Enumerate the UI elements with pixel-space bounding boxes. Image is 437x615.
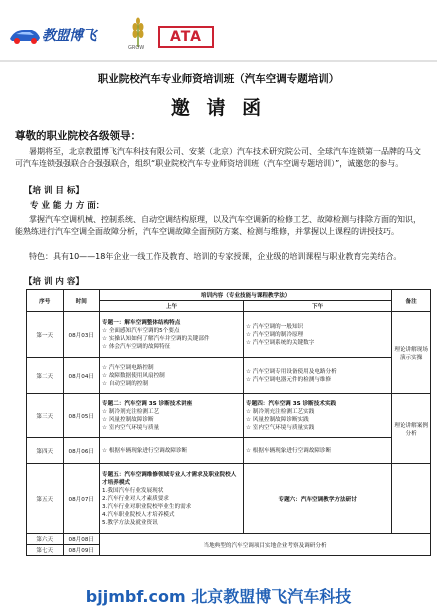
- section-goal-heading: 【培 训 目 标】: [24, 186, 84, 196]
- row-note: 理论讲解现场演示实操: [392, 312, 431, 394]
- doc-heading: 邀 请 函: [170, 97, 267, 119]
- am-item: ☆ 制冷剂充注检测工艺: [102, 408, 160, 415]
- pm-title: 专题四：汽车空调 3S 诊断技术实践: [246, 400, 337, 407]
- table-row: [27, 312, 431, 358]
- am-item: ☆ 室内空气环境与质量: [102, 424, 160, 431]
- header-bar: [0, 0, 437, 62]
- row-time: 08月06日: [63, 438, 100, 464]
- row-am: [100, 358, 244, 394]
- row-time: 08月07日: [63, 464, 100, 534]
- row-am: [100, 394, 244, 438]
- row-time: 08月09日: [63, 545, 100, 556]
- intro-paragraph: 暑期将至，北京教盟博飞汽车科技有限公司、安莱（北京）汽车技术研究院公司、全球汽车连锁第一品牌的马文可汽车连锁强强联合合强强联合，组织“职业院校汽车专业师资培训班（汽车空调专题培训）”，诚邀您的参与。: [15, 147, 421, 168]
- doc-title: 职业院校汽车专业师资培训班（汽车空调专题培训）: [97, 73, 340, 85]
- row-note: 理论讲解案例分析: [392, 394, 431, 464]
- row-am: [100, 438, 244, 464]
- row-time: 08月04日: [63, 358, 100, 394]
- row-pm: [244, 438, 392, 464]
- row-time: 08月08日: [63, 534, 100, 545]
- ata-logo: ATA: [158, 26, 214, 48]
- row-pm: [244, 394, 392, 438]
- am-item: ☆ 体会汽车空调的故障特征: [102, 343, 171, 350]
- am-item: ☆ 汽车空调电路控制: [102, 364, 154, 371]
- row-full: 当地典型的汽车空调项目实地企业考察及调研分析: [100, 534, 431, 556]
- row-time: 08月03日: [63, 312, 100, 358]
- pm-item: ☆ 汽车空调系统的关键数字: [246, 339, 315, 346]
- am-item: ☆ 根据车辆现象进行空调故障诊断: [102, 447, 188, 454]
- row-seq: 第六天: [27, 534, 64, 545]
- footer-banner: bjjmbf.com 北京教盟博飞汽车科技: [85, 587, 352, 606]
- logo-text: 教盟博飞: [42, 28, 96, 44]
- am-item: ☆ 故障数据使用风扇控制: [102, 372, 165, 379]
- pm-item: ☆ 制冷剂充注检测工艺实践: [246, 408, 315, 415]
- grow-label: GROW: [128, 45, 145, 51]
- row-pm: [244, 358, 392, 394]
- row-time: 08月05日: [63, 394, 100, 438]
- car-logo-icon: [8, 22, 42, 46]
- row-seq: 第四天: [27, 438, 64, 464]
- am-item: ☆ 实操认知如何了解汽车并空调的关键部件: [102, 335, 210, 342]
- subsection-ability-heading: 专 业 能 力 方 面：: [30, 201, 105, 211]
- wheat-logo-icon: [128, 17, 148, 47]
- am-item: 5.教学方法及就业资讯: [102, 519, 158, 526]
- row-pm: [244, 312, 392, 358]
- table-row: [27, 438, 431, 464]
- am-title: 专题一：解车空调整体结构特点: [102, 319, 181, 326]
- greeting: 尊敬的职业院校各级领导：: [15, 130, 141, 142]
- header-divider: [0, 60, 437, 62]
- company-logo: [8, 22, 126, 48]
- schedule-table: [26, 289, 431, 556]
- row-pm: [244, 464, 392, 534]
- am-item: 3.汽车行业对职业院校毕业生的需求: [102, 503, 192, 510]
- header-am: 上午: [100, 301, 244, 312]
- row-seq: 第三天: [27, 394, 64, 438]
- section-content-heading: 【培 训 内 容】: [24, 277, 84, 287]
- header-note: 备注: [392, 290, 431, 312]
- row-seq: 第七天: [27, 545, 64, 556]
- row-am: [100, 464, 244, 534]
- header-content: 培训内容（专业技能与课程教学法）: [100, 290, 392, 301]
- pm-title: 专题六：汽车空调教学方法研讨: [278, 496, 357, 503]
- row-seq: 第五天: [27, 464, 64, 534]
- row-seq: 第二天: [27, 358, 64, 394]
- pm-item: ☆ 汽车空调电器元件的检测与维修: [246, 376, 332, 383]
- header-seq: 序号: [27, 290, 64, 312]
- row-note: [392, 464, 431, 534]
- am-item: 2.汽车行业对人才素质要求: [102, 495, 169, 502]
- pm-item: ☆ 汽车空调的一般知识: [246, 323, 304, 330]
- row-seq: 第一天: [27, 312, 64, 358]
- pm-item: ☆ 室内空气环境与质量实践: [246, 424, 315, 431]
- pm-item: ☆ 根据车辆现象进行空调故障诊断: [246, 447, 332, 454]
- pm-item: ☆ 风量控制故障诊断实践: [246, 416, 309, 423]
- header-time: 时间: [63, 290, 100, 312]
- table-row: [27, 358, 431, 394]
- ability-paragraph: 掌握汽车空调机械、控制系统、自动空调结构原理，以及汽车空调新的检修工艺、故障检测与排除方面的知识，能熟练进行汽车空调全面故障分析，汽车空调故障全面预防方案、检测与维修，并掌握以上课程的讲授技巧。: [15, 215, 421, 236]
- pm-item: ☆ 汽车空调的制冷原理: [246, 331, 304, 338]
- table-row: [27, 394, 431, 438]
- pm-item: ☆ 汽车空调专用设备使用及电路分析: [246, 368, 337, 375]
- table-row: [27, 464, 431, 534]
- row-am: [100, 312, 244, 358]
- am-item: ☆ 自动空调的控制: [102, 380, 148, 387]
- am-title: 专题五：汽车空调维修领域专业人才需求及职业院校人才培养模式: [102, 471, 237, 486]
- am-item: 4.汽车职业院校人才培养模式: [102, 511, 175, 518]
- am-title: 专题二：汽车空调 3S 诊断技术讲座: [102, 400, 193, 407]
- am-item: 1.我国汽车行业发展现状: [102, 487, 164, 494]
- feature-paragraph: 特色：具有10——18年企业一线工作及教育、培训的专家授课，企业级的培训课程与职业教育完美结合。: [29, 252, 402, 261]
- am-item: ☆ 风量控制故障诊断: [102, 416, 154, 423]
- am-item: ☆ 全面感知汽车空调的5个要点: [102, 327, 180, 334]
- table-row: [27, 534, 431, 545]
- header-pm: 下午: [244, 301, 392, 312]
